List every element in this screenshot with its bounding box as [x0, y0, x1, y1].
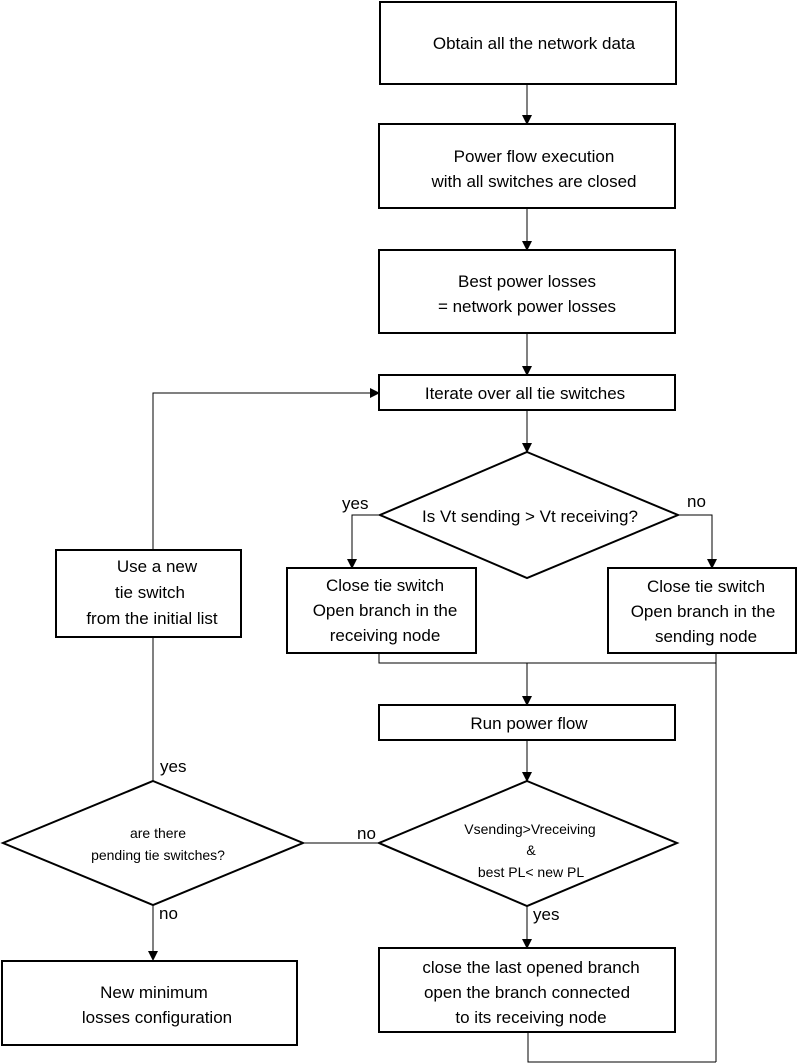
box-use-new-line: Use a new [116, 557, 198, 576]
box-close-last-line: open the branch connected [423, 983, 631, 1002]
box-best-losses-line: = network power losses [437, 297, 617, 316]
decision-pending-line: pending tie switches? [91, 847, 225, 863]
box-obtain [380, 2, 676, 84]
box-power-flow-line: Power flow execution [453, 147, 615, 166]
decision-pl-line: Vsending>Vreceiving [464, 821, 596, 837]
box-close-receiving [287, 568, 476, 653]
decision-pending [3, 781, 303, 905]
box-use-new-line: from the initial list [86, 609, 218, 628]
box-best-losses [379, 250, 675, 333]
decision-pending-line: are there [129, 825, 187, 841]
box-new-min-line: losses configuration [81, 1008, 233, 1027]
edge-label-vt-yes: yes [342, 494, 369, 513]
edge-label-pending-yes: yes [160, 757, 187, 776]
decision-pl [379, 781, 677, 906]
decision-pl-line: best PL< new PL [477, 864, 585, 880]
box-iterate-line: Iterate over all tie switches [424, 384, 626, 403]
box-close-sending-line: Open branch in the [630, 602, 776, 621]
box-close-receiving-line: receiving node [329, 626, 441, 645]
box-close-sending-line: sending node [654, 627, 758, 646]
box-new-min-line: New minimum [100, 983, 208, 1002]
box-close-receiving-line: Open branch in the [312, 601, 458, 620]
edge-label-pl-no: no [357, 824, 376, 843]
box-close-last-line: to its receiving node [455, 1008, 607, 1027]
decision-vt [380, 452, 678, 578]
arrow-usenew-to-iterate [153, 393, 379, 550]
box-power-flow [379, 124, 675, 208]
box-power-flow-line: with all switches are closed [431, 172, 637, 191]
box-new-min [2, 961, 297, 1045]
box-use-new-line: tie switch [115, 583, 185, 602]
box-use-new [56, 550, 241, 637]
connector-closelast-loop [528, 1032, 716, 1062]
arrow-decision-yes [352, 515, 380, 568]
decision-pl-line: & [526, 842, 536, 858]
box-best-losses-line: Best power losses [458, 272, 596, 291]
box-iterate [379, 375, 675, 410]
box-close-last [379, 948, 675, 1032]
box-close-sending [608, 568, 796, 653]
edge-label-pl-yes: yes [533, 905, 560, 924]
edge-label-vt-no: no [687, 492, 706, 511]
box-close-last-line: close the last opened branch [422, 958, 640, 977]
decision-vt-line: Is Vt sending > Vt receiving? [422, 507, 638, 526]
arrow-decision-no [678, 515, 712, 568]
box-run-pf-line: Run power flow [470, 714, 588, 733]
edge-label-pending-no: no [159, 904, 178, 923]
box-run-pf [379, 705, 675, 740]
box-close-receiving-line: Close tie switch [325, 576, 445, 595]
box-obtain-line: Obtain all the network data [432, 34, 636, 53]
box-close-sending-line: Close tie switch [646, 577, 766, 596]
connector-receiving-merge [379, 653, 716, 663]
